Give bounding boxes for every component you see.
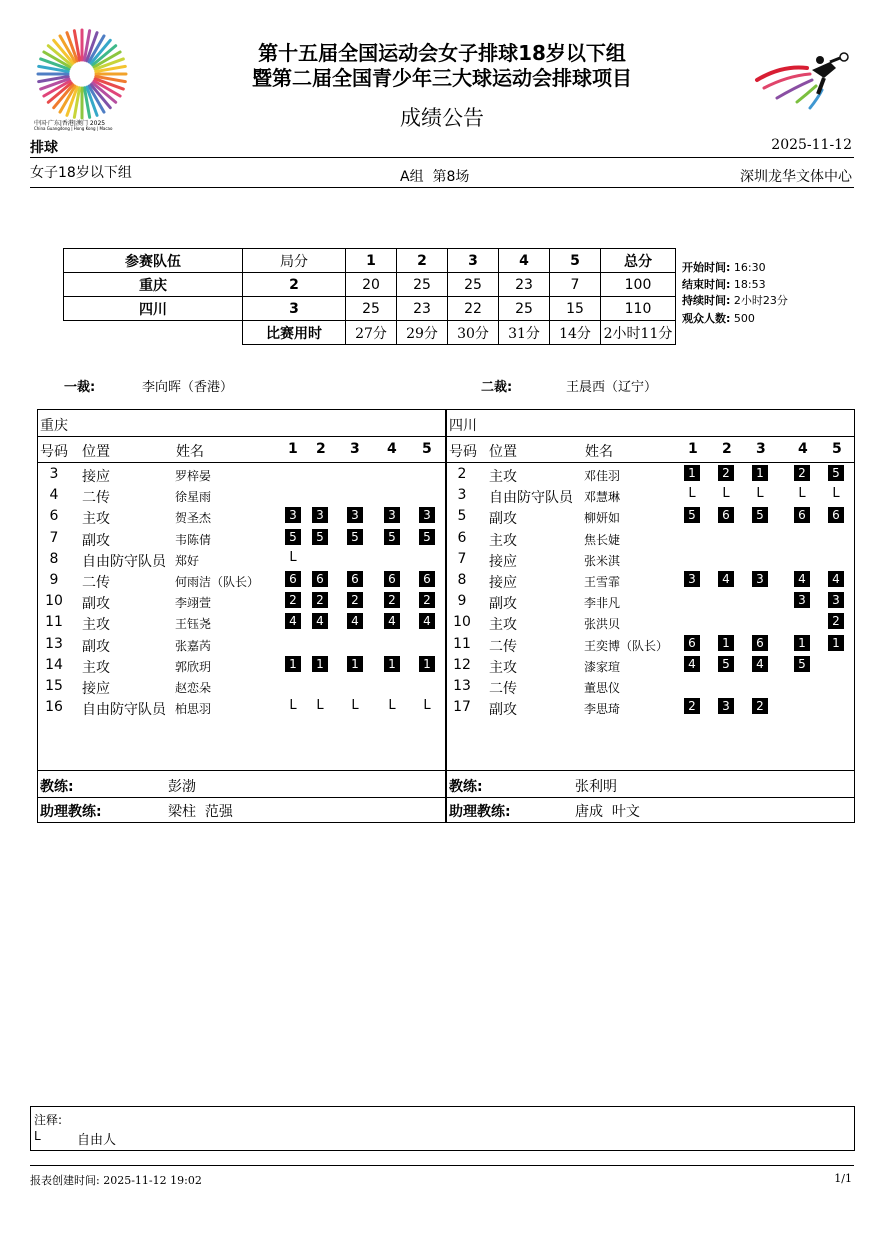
player-number: 16 bbox=[45, 699, 63, 716]
player-position: 主攻 bbox=[489, 617, 517, 634]
player-number: 9 bbox=[49, 572, 59, 588]
player-row bbox=[447, 655, 854, 676]
rotation-position-box: 3 bbox=[312, 507, 328, 523]
divider bbox=[447, 462, 854, 463]
player-number: 11 bbox=[453, 635, 471, 652]
set-score: 7 bbox=[550, 273, 601, 297]
rotation-position-box: 6 bbox=[718, 507, 734, 523]
rotation-position-box: 2 bbox=[828, 613, 844, 629]
match-date: 2025-11-12 bbox=[771, 137, 852, 153]
player-name: 董思仪 bbox=[584, 681, 621, 695]
rotation-position-box: 5 bbox=[285, 529, 301, 545]
col-team: 参赛队伍 bbox=[64, 249, 243, 273]
player-name: 邓慧琳 bbox=[584, 490, 621, 505]
rotation-position-box: 2 bbox=[384, 592, 400, 608]
player-position: 二传 bbox=[489, 638, 517, 655]
player-name: 张米淇 bbox=[584, 553, 621, 568]
rotation-position-box: 3 bbox=[419, 507, 435, 523]
team-name: 四川 bbox=[449, 418, 477, 434]
col-sets: 局分 bbox=[243, 249, 346, 273]
rotation-position-box: 3 bbox=[828, 592, 844, 608]
rotation-position-box: 5 bbox=[347, 529, 363, 545]
rotation-position-box: 1 bbox=[384, 656, 400, 672]
col-name: 姓名 bbox=[585, 444, 613, 460]
set-score: 22 bbox=[448, 297, 499, 321]
rotation-position-box: 6 bbox=[384, 571, 400, 587]
rotation-position-box: 2 bbox=[312, 592, 328, 608]
player-name: 徐星雨 bbox=[175, 490, 212, 505]
set-score: 20 bbox=[346, 273, 397, 297]
rotation-position-box: 5 bbox=[794, 656, 810, 672]
col-total: 总分 bbox=[601, 249, 676, 273]
libero-mark: L bbox=[289, 549, 297, 565]
player-row bbox=[38, 697, 445, 718]
libero-mark: L bbox=[756, 486, 764, 502]
player-row bbox=[447, 549, 854, 570]
notes-code: L bbox=[34, 1129, 41, 1143]
rotation-position-box: 2 bbox=[684, 698, 700, 714]
rotation-position-box: 3 bbox=[752, 571, 768, 587]
player-position: 接应 bbox=[489, 553, 517, 570]
col-position: 位置 bbox=[489, 444, 517, 460]
player-name: 李思琦 bbox=[584, 702, 621, 717]
player-row bbox=[447, 612, 854, 633]
divider bbox=[38, 797, 445, 798]
set-duration: 14分 bbox=[550, 321, 601, 345]
page-number: 1/1 bbox=[834, 1172, 852, 1185]
first-referee-label: 一裁: bbox=[64, 380, 96, 395]
coach-name: 彭渤 bbox=[168, 779, 196, 795]
logo-text-en: China Guangdong | Hong Kong | Macao bbox=[34, 126, 113, 131]
player-name: 王雪霏 bbox=[584, 575, 621, 589]
libero-mark: L bbox=[832, 486, 840, 502]
player-number: 4 bbox=[49, 487, 59, 504]
second-referee-name: 王晨西（辽宁） bbox=[566, 380, 658, 395]
player-position: 自由防守队员 bbox=[82, 553, 166, 570]
rotation-position-box: 2 bbox=[347, 592, 363, 608]
player-name: 李非凡 bbox=[584, 596, 621, 611]
rotation-position-box: 6 bbox=[794, 507, 810, 523]
set-score: 25 bbox=[499, 297, 550, 321]
player-row bbox=[38, 464, 445, 485]
rotation-position-box: 6 bbox=[752, 635, 768, 651]
notes-meaning: 自由人 bbox=[77, 1133, 117, 1148]
rotation-position-box: 2 bbox=[794, 465, 810, 481]
rotation-position-box: 5 bbox=[752, 507, 768, 523]
rotation-position-box: 6 bbox=[828, 507, 844, 523]
rotation-position-box: 1 bbox=[347, 656, 363, 672]
player-row bbox=[447, 464, 854, 485]
col-set-1: 1 bbox=[688, 441, 698, 457]
rotation-position-box: 3 bbox=[718, 698, 734, 714]
player-position: 副攻 bbox=[489, 596, 517, 613]
player-row bbox=[38, 528, 445, 549]
logo-text: 中国·广东|香港|澳门 2025 bbox=[34, 120, 106, 127]
total-score: 110 bbox=[601, 297, 676, 321]
col-set-3: 3 bbox=[350, 441, 360, 457]
rotation-position-box: 5 bbox=[828, 465, 844, 481]
rotation-position-box: 6 bbox=[419, 571, 435, 587]
score-header-row bbox=[64, 249, 676, 273]
player-number: 3 bbox=[49, 466, 59, 482]
rotation-position-box: 4 bbox=[828, 571, 844, 587]
rotation-position-box: 2 bbox=[419, 592, 435, 608]
player-row bbox=[447, 697, 854, 718]
total-score: 100 bbox=[601, 273, 676, 297]
player-position: 接应 bbox=[82, 469, 110, 485]
rotation-position-box: 5 bbox=[684, 507, 700, 523]
player-position: 副攻 bbox=[82, 638, 110, 655]
player-row bbox=[38, 506, 445, 527]
player-name: 李翊萱 bbox=[175, 596, 212, 611]
rotation-position-box: 4 bbox=[312, 613, 328, 629]
col-set-4: 4 bbox=[798, 441, 808, 457]
assistant-coach-names: 唐成 叶文 bbox=[575, 804, 640, 820]
player-row bbox=[38, 676, 445, 697]
player-name: 何雨洁（队长） bbox=[175, 575, 260, 589]
player-position: 主攻 bbox=[82, 511, 110, 528]
team-name: 重庆 bbox=[40, 418, 68, 434]
player-row bbox=[38, 612, 445, 633]
player-name: 郭欣玥 bbox=[175, 659, 212, 674]
player-position: 副攻 bbox=[489, 702, 517, 719]
player-number: 6 bbox=[49, 508, 59, 525]
score-table bbox=[63, 248, 676, 345]
duration-row bbox=[64, 321, 676, 345]
rotation-position-box: 4 bbox=[752, 656, 768, 672]
set-duration: 31分 bbox=[499, 321, 550, 345]
player-number: 17 bbox=[453, 699, 471, 716]
set-duration: 30分 bbox=[448, 321, 499, 345]
player-name: 漆家瑄 bbox=[584, 659, 621, 674]
team-panel-right bbox=[446, 409, 855, 823]
player-name: 贺圣杰 bbox=[175, 511, 212, 526]
libero-mark: L bbox=[388, 698, 396, 714]
player-number: 11 bbox=[45, 614, 63, 631]
player-row bbox=[447, 528, 854, 549]
set-duration: 29分 bbox=[397, 321, 448, 345]
player-name: 罗梓晏 bbox=[175, 469, 212, 483]
set-duration: 27分 bbox=[346, 321, 397, 345]
notes-label: 注释: bbox=[34, 1113, 63, 1127]
score-row-team-1 bbox=[64, 273, 676, 297]
team-name: 重庆 bbox=[64, 273, 243, 297]
player-name: 柏思羽 bbox=[175, 702, 212, 717]
coach-label: 教练: bbox=[449, 779, 483, 795]
player-row bbox=[447, 485, 854, 506]
rotation-position-box: 6 bbox=[285, 571, 301, 587]
second-referee-label: 二裁: bbox=[481, 380, 513, 395]
player-number: 2 bbox=[457, 466, 467, 482]
sport-label: 排球 bbox=[30, 140, 58, 156]
player-name: 柳妍如 bbox=[584, 511, 621, 526]
first-referee-name: 李向晖（香港） bbox=[142, 380, 234, 395]
match-label: A组 第8场 bbox=[400, 169, 470, 185]
footer-divider bbox=[30, 1165, 854, 1166]
player-row bbox=[38, 655, 445, 676]
assistant-coach-names: 梁柱 范强 bbox=[168, 804, 233, 820]
set-score: 23 bbox=[397, 297, 448, 321]
set-score: 15 bbox=[550, 297, 601, 321]
libero-mark: L bbox=[423, 698, 431, 714]
player-row bbox=[447, 506, 854, 527]
player-position: 接应 bbox=[82, 681, 110, 697]
rotation-position-box: 1 bbox=[752, 465, 768, 481]
report-created: 报表创建时间: 2025-11-12 19:02 bbox=[30, 1174, 202, 1187]
col-set-2: 2 bbox=[397, 249, 448, 273]
player-number: 7 bbox=[49, 529, 59, 546]
rotation-position-box: 5 bbox=[419, 529, 435, 545]
duration-label: 比赛用时 bbox=[243, 321, 346, 345]
empty-cell bbox=[64, 321, 243, 345]
libero-mark: L bbox=[798, 486, 806, 502]
player-position: 主攻 bbox=[489, 469, 517, 485]
player-row bbox=[38, 591, 445, 612]
col-set-1: 1 bbox=[346, 249, 397, 273]
player-row bbox=[447, 676, 854, 697]
title-line-2: 暨第二届全国青少年三大球运动会排球项目 bbox=[252, 66, 632, 90]
player-position: 二传 bbox=[82, 490, 110, 507]
rotation-position-box: 5 bbox=[312, 529, 328, 545]
player-row bbox=[447, 591, 854, 612]
player-position: 主攻 bbox=[489, 659, 517, 676]
col-set-5: 5 bbox=[550, 249, 601, 273]
rotation-position-box: 1 bbox=[794, 635, 810, 651]
title-line-1: 第十五届全国运动会女子排球18岁以下组 bbox=[258, 41, 626, 65]
col-set-3: 3 bbox=[448, 249, 499, 273]
player-name: 张嘉芮 bbox=[175, 638, 212, 653]
rotation-position-box: 1 bbox=[312, 656, 328, 672]
player-name: 王奕博（队长） bbox=[584, 638, 669, 653]
assistant-coach-label: 助理教练: bbox=[40, 804, 102, 820]
rotation-position-box: 4 bbox=[718, 571, 734, 587]
player-number: 12 bbox=[453, 656, 471, 673]
start-time: 开始时间: 16:30 bbox=[682, 261, 766, 274]
coach-label: 教练: bbox=[40, 779, 74, 795]
rotation-position-box: 1 bbox=[285, 656, 301, 672]
player-number: 15 bbox=[45, 678, 63, 694]
rotation-position-box: 3 bbox=[384, 507, 400, 523]
player-row bbox=[38, 485, 445, 506]
rotation-position-box: 3 bbox=[684, 571, 700, 587]
col-number: 号码 bbox=[40, 444, 68, 460]
divider bbox=[447, 770, 854, 771]
rotation-position-box: 4 bbox=[684, 656, 700, 672]
player-number: 8 bbox=[49, 550, 59, 567]
player-name: 邓佳羽 bbox=[584, 469, 621, 483]
player-name: 赵恋朵 bbox=[175, 681, 212, 695]
player-number: 13 bbox=[45, 635, 63, 652]
player-number: 8 bbox=[457, 572, 467, 588]
libero-mark: L bbox=[289, 698, 297, 714]
player-number: 10 bbox=[453, 614, 471, 631]
col-set-2: 2 bbox=[722, 441, 732, 457]
assistant-coach-label: 助理教练: bbox=[449, 804, 511, 820]
duration-time: 持续时间: 2小时23分 bbox=[682, 294, 788, 307]
score-row-team-2 bbox=[64, 297, 676, 321]
divider bbox=[447, 436, 854, 437]
set-score: 25 bbox=[346, 297, 397, 321]
player-number: 7 bbox=[457, 550, 467, 567]
player-name: 焦长婕 bbox=[584, 532, 621, 547]
player-position: 自由防守队员 bbox=[489, 490, 573, 507]
player-position: 二传 bbox=[489, 681, 517, 697]
player-number: 3 bbox=[457, 487, 467, 504]
player-number: 9 bbox=[457, 593, 467, 610]
libero-mark: L bbox=[316, 698, 324, 714]
col-set-5: 5 bbox=[832, 441, 842, 457]
header-divider-2 bbox=[30, 187, 854, 188]
header-divider bbox=[30, 157, 854, 158]
player-number: 10 bbox=[45, 593, 63, 610]
player-name: 王钰尧 bbox=[175, 617, 212, 632]
col-set-3: 3 bbox=[756, 441, 766, 457]
rotation-position-box: 4 bbox=[384, 613, 400, 629]
libero-mark: L bbox=[688, 486, 696, 502]
venue-label: 深圳龙华文体中心 bbox=[740, 169, 852, 185]
player-row bbox=[447, 634, 854, 655]
player-name: 韦陈倩 bbox=[175, 532, 212, 547]
divider bbox=[38, 770, 445, 771]
player-number: 6 bbox=[457, 529, 467, 546]
rotation-position-box: 2 bbox=[718, 465, 734, 481]
rotation-position-box: 1 bbox=[718, 635, 734, 651]
rotation-position-box: 1 bbox=[684, 465, 700, 481]
player-row bbox=[38, 634, 445, 655]
rotation-position-box: 2 bbox=[752, 698, 768, 714]
rotation-position-box: 3 bbox=[794, 592, 810, 608]
set-score: 25 bbox=[448, 273, 499, 297]
team-name: 四川 bbox=[64, 297, 243, 321]
coach-name: 张利明 bbox=[575, 779, 617, 795]
sets-won: 2 bbox=[243, 273, 346, 297]
set-score: 25 bbox=[397, 273, 448, 297]
audience-count: 观众人数: 500 bbox=[682, 312, 755, 325]
player-position: 主攻 bbox=[82, 659, 110, 676]
rotation-position-box: 4 bbox=[347, 613, 363, 629]
player-position: 主攻 bbox=[82, 617, 110, 634]
sets-won: 3 bbox=[243, 297, 346, 321]
page-title: 成绩公告 bbox=[400, 106, 484, 130]
rotation-position-box: 5 bbox=[384, 529, 400, 545]
player-position: 自由防守队员 bbox=[82, 702, 166, 719]
player-position: 二传 bbox=[82, 575, 110, 591]
player-row bbox=[38, 549, 445, 570]
divider bbox=[38, 462, 445, 463]
col-set-2: 2 bbox=[316, 441, 326, 457]
player-position: 主攻 bbox=[489, 532, 517, 549]
total-duration: 2小时11分 bbox=[601, 321, 676, 345]
col-position: 位置 bbox=[82, 444, 110, 460]
libero-mark: L bbox=[722, 486, 730, 502]
col-number: 号码 bbox=[449, 444, 477, 460]
rotation-position-box: 1 bbox=[419, 656, 435, 672]
col-set-5: 5 bbox=[422, 441, 432, 457]
rotation-position-box: 4 bbox=[285, 613, 301, 629]
col-set-4: 4 bbox=[387, 441, 397, 457]
player-name: 张洪贝 bbox=[584, 617, 621, 632]
rotation-position-box: 4 bbox=[419, 613, 435, 629]
player-number: 14 bbox=[45, 656, 63, 673]
rotation-position-box: 6 bbox=[347, 571, 363, 587]
rotation-position-box: 4 bbox=[794, 571, 810, 587]
category-label: 女子18岁以下组 bbox=[30, 165, 132, 181]
player-position: 副攻 bbox=[489, 511, 517, 528]
col-set-4: 4 bbox=[499, 249, 550, 273]
rotation-position-box: 3 bbox=[285, 507, 301, 523]
player-position: 接应 bbox=[489, 575, 517, 591]
rotation-position-box: 6 bbox=[312, 571, 328, 587]
divider bbox=[447, 797, 854, 798]
player-position: 副攻 bbox=[82, 532, 110, 549]
player-name: 郑好 bbox=[175, 553, 200, 568]
libero-mark: L bbox=[351, 698, 359, 714]
rotation-position-box: 3 bbox=[347, 507, 363, 523]
set-score: 23 bbox=[499, 273, 550, 297]
end-time: 结束时间: 18:53 bbox=[682, 278, 766, 291]
player-number: 13 bbox=[453, 678, 471, 694]
rotation-position-box: 1 bbox=[828, 635, 844, 651]
rotation-position-box: 5 bbox=[718, 656, 734, 672]
notes-box bbox=[30, 1106, 855, 1151]
divider bbox=[38, 436, 445, 437]
rotation-position-box: 2 bbox=[285, 592, 301, 608]
col-name: 姓名 bbox=[176, 444, 204, 460]
player-number: 5 bbox=[457, 508, 467, 525]
rotation-position-box: 6 bbox=[684, 635, 700, 651]
player-position: 副攻 bbox=[82, 596, 110, 613]
team-panel-left bbox=[37, 409, 446, 823]
player-row bbox=[38, 570, 445, 591]
col-set-1: 1 bbox=[288, 441, 298, 457]
player-row bbox=[447, 570, 854, 591]
